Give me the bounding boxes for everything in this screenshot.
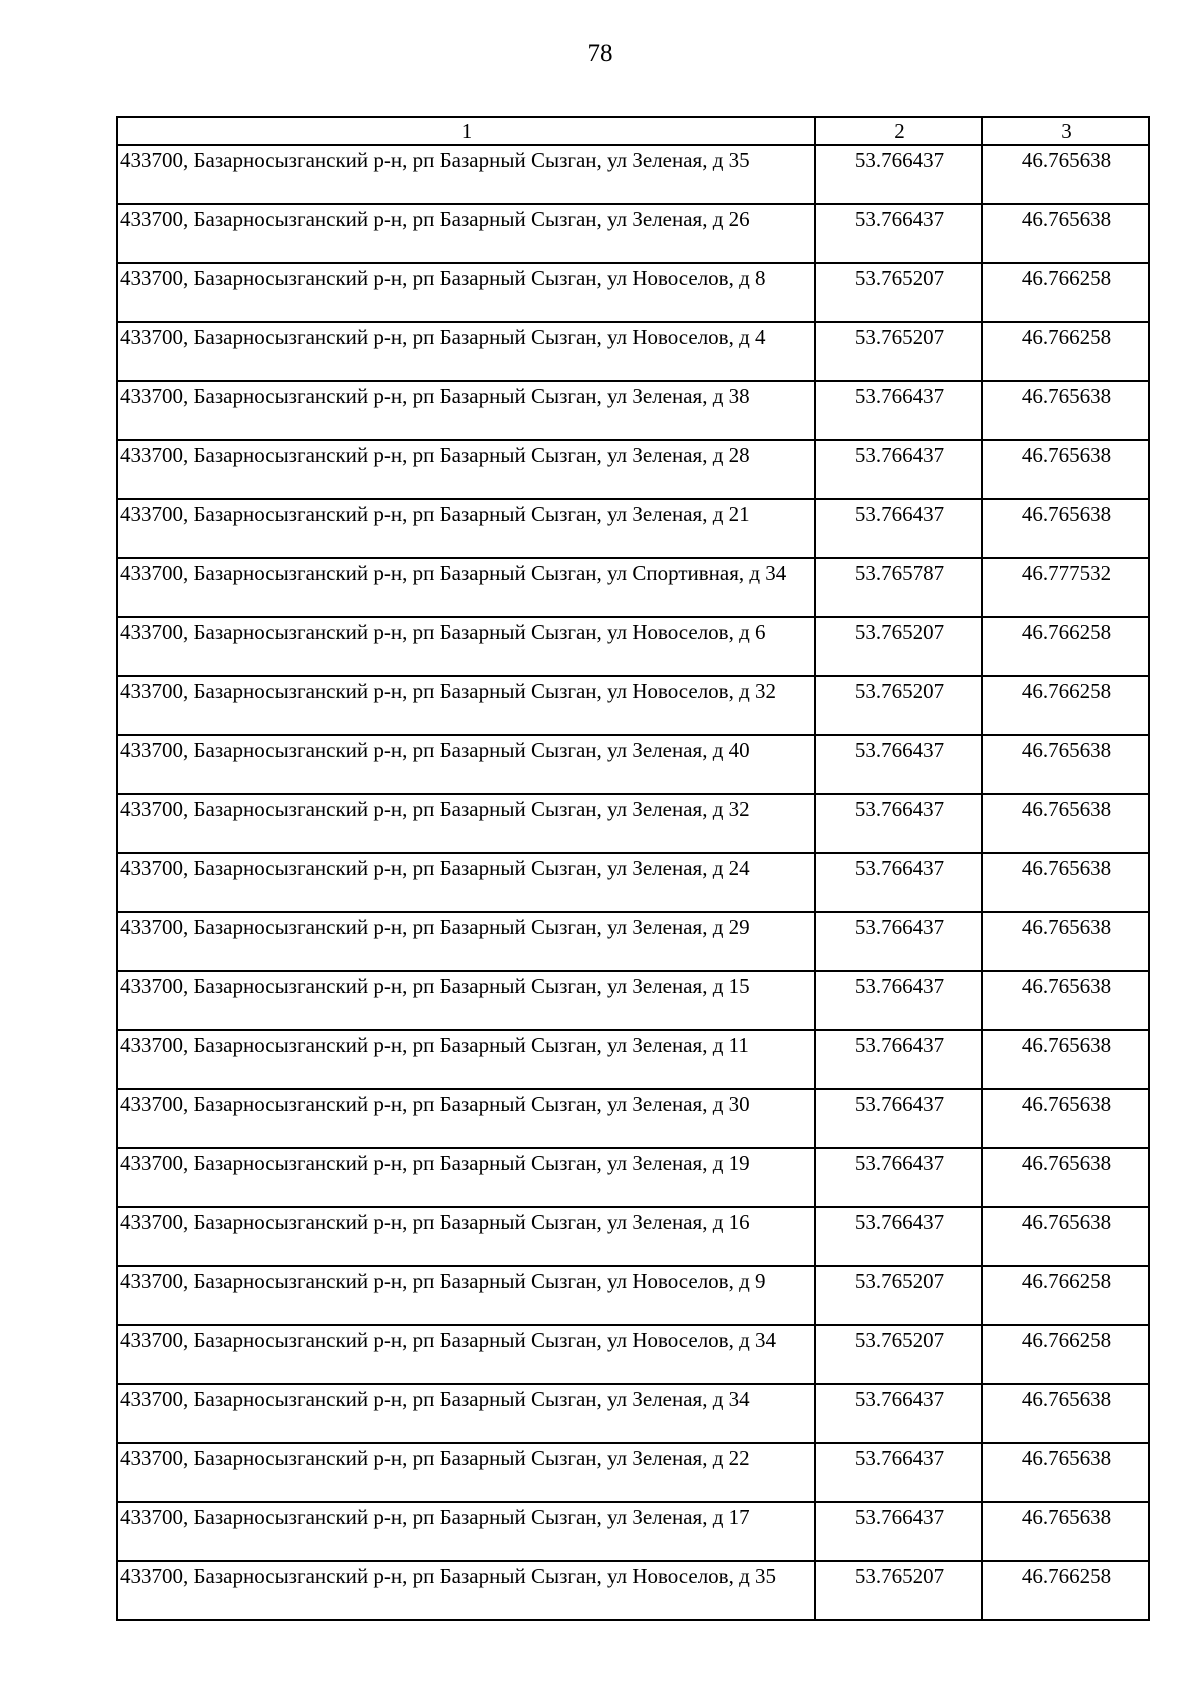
longitude-cell: 46.765638 bbox=[982, 794, 1149, 853]
latitude-cell: 53.766437 bbox=[815, 1502, 982, 1561]
latitude-cell: 53.766437 bbox=[815, 145, 982, 204]
table-row bbox=[117, 204, 1149, 263]
address-table bbox=[116, 116, 1150, 1621]
address-cell: 433700, Базарносызганский р-н, рп Базарный Сызган, ул Новоселов, д 6 bbox=[117, 617, 815, 676]
longitude-cell: 46.766258 bbox=[982, 617, 1149, 676]
page-number: 78 bbox=[587, 40, 613, 67]
table-row bbox=[117, 499, 1149, 558]
table-row bbox=[117, 322, 1149, 381]
longitude-cell: 46.765638 bbox=[982, 1030, 1149, 1089]
latitude-cell: 53.766437 bbox=[815, 440, 982, 499]
address-cell: 433700, Базарносызганский р-н, рп Базарный Сызган, ул Зеленая, д 16 bbox=[117, 1207, 815, 1266]
address-cell: 433700, Базарносызганский р-н, рп Базарный Сызган, ул Спортивная, д 34 bbox=[117, 558, 815, 617]
latitude-cell: 53.766437 bbox=[815, 794, 982, 853]
longitude-cell: 46.765638 bbox=[982, 1207, 1149, 1266]
longitude-cell: 46.765638 bbox=[982, 204, 1149, 263]
address-cell: 433700, Базарносызганский р-н, рп Базарный Сызган, ул Новоселов, д 35 bbox=[117, 1561, 815, 1620]
longitude-cell: 46.766258 bbox=[982, 322, 1149, 381]
address-cell: 433700, Базарносызганский р-н, рп Базарный Сызган, ул Зеленая, д 30 bbox=[117, 1089, 815, 1148]
latitude-cell: 53.765207 bbox=[815, 676, 982, 735]
table-row bbox=[117, 381, 1149, 440]
longitude-cell: 46.765638 bbox=[982, 853, 1149, 912]
longitude-cell: 46.765638 bbox=[982, 1384, 1149, 1443]
longitude-cell: 46.765638 bbox=[982, 971, 1149, 1030]
column-header-2: 2 bbox=[815, 117, 982, 145]
longitude-cell: 46.765638 bbox=[982, 912, 1149, 971]
latitude-cell: 53.766437 bbox=[815, 735, 982, 794]
longitude-cell: 46.765638 bbox=[982, 1148, 1149, 1207]
latitude-cell: 53.765207 bbox=[815, 1561, 982, 1620]
table-row bbox=[117, 971, 1149, 1030]
latitude-cell: 53.766437 bbox=[815, 1089, 982, 1148]
column-header-3: 3 bbox=[982, 117, 1149, 145]
address-cell: 433700, Базарносызганский р-н, рп Базарный Сызган, ул Новоселов, д 32 bbox=[117, 676, 815, 735]
address-cell: 433700, Базарносызганский р-н, рп Базарный Сызган, ул Зеленая, д 22 bbox=[117, 1443, 815, 1502]
latitude-cell: 53.766437 bbox=[815, 499, 982, 558]
longitude-cell: 46.777532 bbox=[982, 558, 1149, 617]
address-cell: 433700, Базарносызганский р-н, рп Базарный Сызган, ул Зеленая, д 17 bbox=[117, 1502, 815, 1561]
longitude-cell: 46.766258 bbox=[982, 676, 1149, 735]
latitude-cell: 53.766437 bbox=[815, 204, 982, 263]
latitude-cell: 53.765207 bbox=[815, 322, 982, 381]
table-row bbox=[117, 1384, 1149, 1443]
table-row bbox=[117, 1502, 1149, 1561]
table-row bbox=[117, 1148, 1149, 1207]
latitude-cell: 53.765207 bbox=[815, 1325, 982, 1384]
longitude-cell: 46.766258 bbox=[982, 1266, 1149, 1325]
latitude-cell: 53.765207 bbox=[815, 1266, 982, 1325]
address-cell: 433700, Базарносызганский р-н, рп Базарный Сызган, ул Новоселов, д 9 bbox=[117, 1266, 815, 1325]
address-cell: 433700, Базарносызганский р-н, рп Базарный Сызган, ул Зеленая, д 15 bbox=[117, 971, 815, 1030]
longitude-cell: 46.765638 bbox=[982, 1502, 1149, 1561]
longitude-cell: 46.765638 bbox=[982, 1443, 1149, 1502]
latitude-cell: 53.766437 bbox=[815, 853, 982, 912]
address-cell: 433700, Базарносызганский р-н, рп Базарный Сызган, ул Новоселов, д 4 bbox=[117, 322, 815, 381]
table-row bbox=[117, 912, 1149, 971]
latitude-cell: 53.765787 bbox=[815, 558, 982, 617]
latitude-cell: 53.766437 bbox=[815, 1384, 982, 1443]
latitude-cell: 53.765207 bbox=[815, 263, 982, 322]
table-row bbox=[117, 1207, 1149, 1266]
table-row bbox=[117, 145, 1149, 204]
latitude-cell: 53.766437 bbox=[815, 1443, 982, 1502]
address-cell: 433700, Базарносызганский р-н, рп Базарный Сызган, ул Зеленая, д 26 bbox=[117, 204, 815, 263]
longitude-cell: 46.765638 bbox=[982, 735, 1149, 794]
table-row bbox=[117, 1325, 1149, 1384]
address-cell: 433700, Базарносызганский р-н, рп Базарный Сызган, ул Зеленая, д 11 bbox=[117, 1030, 815, 1089]
table-row bbox=[117, 676, 1149, 735]
latitude-cell: 53.766437 bbox=[815, 912, 982, 971]
address-cell: 433700, Базарносызганский р-н, рп Базарный Сызган, ул Зеленая, д 38 bbox=[117, 381, 815, 440]
table-row bbox=[117, 558, 1149, 617]
table-row bbox=[117, 1561, 1149, 1620]
longitude-cell: 46.765638 bbox=[982, 440, 1149, 499]
address-cell: 433700, Базарносызганский р-н, рп Базарный Сызган, ул Зеленая, д 40 bbox=[117, 735, 815, 794]
table-row bbox=[117, 617, 1149, 676]
table-row bbox=[117, 735, 1149, 794]
latitude-cell: 53.765207 bbox=[815, 617, 982, 676]
latitude-cell: 53.766437 bbox=[815, 1030, 982, 1089]
table-row bbox=[117, 440, 1149, 499]
address-cell: 433700, Базарносызганский р-н, рп Базарный Сызган, ул Зеленая, д 21 bbox=[117, 499, 815, 558]
address-cell: 433700, Базарносызганский р-н, рп Базарный Сызган, ул Зеленая, д 34 bbox=[117, 1384, 815, 1443]
latitude-cell: 53.766437 bbox=[815, 1207, 982, 1266]
longitude-cell: 46.765638 bbox=[982, 381, 1149, 440]
table-row bbox=[117, 263, 1149, 322]
table-row bbox=[117, 1266, 1149, 1325]
address-cell: 433700, Базарносызганский р-н, рп Базарный Сызган, ул Новоселов, д 8 bbox=[117, 263, 815, 322]
address-cell: 433700, Базарносызганский р-н, рп Базарный Сызган, ул Зеленая, д 24 bbox=[117, 853, 815, 912]
longitude-cell: 46.765638 bbox=[982, 1089, 1149, 1148]
address-cell: 433700, Базарносызганский р-н, рп Базарный Сызган, ул Новоселов, д 34 bbox=[117, 1325, 815, 1384]
table-row bbox=[117, 1089, 1149, 1148]
longitude-cell: 46.766258 bbox=[982, 263, 1149, 322]
longitude-cell: 46.766258 bbox=[982, 1561, 1149, 1620]
address-cell: 433700, Базарносызганский р-н, рп Базарный Сызган, ул Зеленая, д 29 bbox=[117, 912, 815, 971]
longitude-cell: 46.765638 bbox=[982, 499, 1149, 558]
column-header-1: 1 bbox=[117, 117, 815, 145]
header-row bbox=[117, 117, 1149, 145]
longitude-cell: 46.766258 bbox=[982, 1325, 1149, 1384]
address-cell: 433700, Базарносызганский р-н, рп Базарный Сызган, ул Зеленая, д 32 bbox=[117, 794, 815, 853]
address-cell: 433700, Базарносызганский р-н, рп Базарный Сызган, ул Зеленая, д 28 bbox=[117, 440, 815, 499]
table-row bbox=[117, 1030, 1149, 1089]
latitude-cell: 53.766437 bbox=[815, 971, 982, 1030]
table-row bbox=[117, 1443, 1149, 1502]
longitude-cell: 46.765638 bbox=[982, 145, 1149, 204]
latitude-cell: 53.766437 bbox=[815, 381, 982, 440]
address-cell: 433700, Базарносызганский р-н, рп Базарный Сызган, ул Зеленая, д 19 bbox=[117, 1148, 815, 1207]
table-body bbox=[117, 117, 1149, 1620]
address-cell: 433700, Базарносызганский р-н, рп Базарный Сызган, ул Зеленая, д 35 bbox=[117, 145, 815, 204]
table-row bbox=[117, 853, 1149, 912]
table-row bbox=[117, 794, 1149, 853]
latitude-cell: 53.766437 bbox=[815, 1148, 982, 1207]
